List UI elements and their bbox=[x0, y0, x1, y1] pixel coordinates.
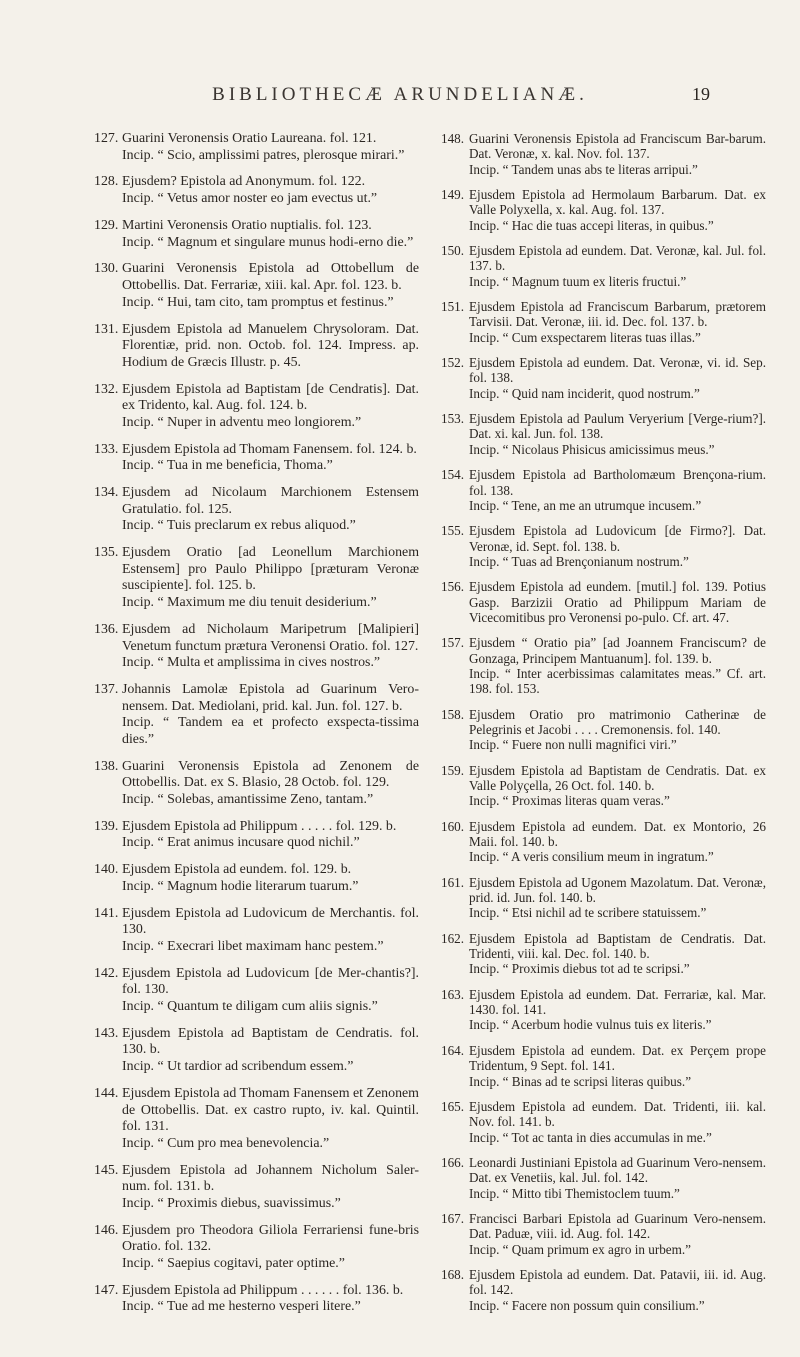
entry-incipit: Incip. “ Quid nam inciderit, quod nostrum.” bbox=[469, 385, 700, 401]
entry-description: Ejusdem Epistola ad Baptistam [de Cendratis]. Dat. ex Tridento, kal. Aug. fol. 124. b. bbox=[122, 381, 419, 414]
entry-number: 130. bbox=[94, 261, 119, 277]
entry-description: Ejusdem Epistola ad Franciscum Barbarum, prætorem Tarvisii. Dat. Veronæ, iii. id. Dec. fol. 137. b. bbox=[469, 299, 766, 330]
entry-description: Guarini Veronensis Epistola ad Franciscum Bar-barum. Dat. Veronæ, x. kal. Nov. fol. 137. bbox=[469, 131, 766, 162]
entry-description: Ejusdem? Epistola ad Anonymum. fol. 122. bbox=[122, 174, 366, 190]
catalog-entry bbox=[441, 243, 766, 289]
entry-number: 143. bbox=[94, 1025, 119, 1041]
entry-description: Ejusdem Epistola ad Paulum Veryerium [Verge-rium?]. Dat. xi. kal. Jun. fol. 138. bbox=[469, 411, 766, 442]
entry-description: Ejusdem “ Oratio pia” [ad Joannem Franciscum? de Gonzaga, Principem Mantuanum]. fol. 139. b. bbox=[469, 635, 766, 666]
catalog-entry bbox=[441, 1267, 766, 1313]
catalog-entry bbox=[94, 966, 419, 1016]
entry-description: Ejusdem Epistola ad eundem. Dat. Ferrariæ, kal. Mar. 1430. fol. 141. bbox=[469, 986, 766, 1018]
catalog-entry bbox=[441, 1099, 766, 1145]
entry-incipit: Incip. “ Vetus amor noster eo jam evectus ut.” bbox=[122, 191, 378, 207]
entry-incipit: Incip. “ Tene, an me an utrumque incusem.” bbox=[469, 497, 702, 513]
catalog-entry bbox=[441, 707, 766, 753]
entry-incipit: Incip. “ Tue ad me hesterno vesperi litere.” bbox=[122, 1299, 361, 1315]
entry-description: Ejusdem Epistola ad eundem. Dat. ex Perçem prope Tridentum, 9 Sept. fol. 141. bbox=[469, 1043, 766, 1074]
entry-number: 157. bbox=[441, 635, 465, 651]
catalog-entry bbox=[441, 1211, 766, 1257]
entry-number: 133. bbox=[94, 441, 119, 457]
entry-description: Ejusdem Epistola ad Thomam Fanensem. fol. 124. b. bbox=[122, 441, 417, 457]
entry-number: 164. bbox=[441, 1043, 465, 1058]
catalog-entry bbox=[94, 442, 419, 475]
entry-description: Ejusdem Epistola ad Johannem Nicholum Saler-num. fol. 131. b. bbox=[122, 1162, 419, 1195]
entry-description: Ejusdem Epistola ad Philippum . . . . . . fol. 136. b. bbox=[122, 1282, 404, 1298]
entry-number: 155. bbox=[441, 523, 465, 539]
catalog-entry bbox=[441, 1155, 766, 1201]
entry-incipit: Incip. “ Tandem unas abs te literas arripui.” bbox=[469, 161, 698, 177]
entry-incipit: Incip. “ Binas ad te scripsi literas quibus.” bbox=[469, 1073, 692, 1089]
entry-incipit: Incip. “ Solebas, amantissime Zeno, tantam.” bbox=[122, 791, 374, 807]
entry-number: 167. bbox=[441, 1211, 465, 1227]
catalog-entry bbox=[441, 187, 766, 233]
entry-description: Ejusdem Epistola ad Ugonem Mazolatum. Dat. Veronæ, prid. id. Jun. fol. 140. b. bbox=[469, 874, 766, 906]
entry-number: 149. bbox=[441, 187, 465, 203]
catalog-entry bbox=[94, 382, 419, 432]
entry-number: 140. bbox=[94, 862, 119, 878]
entry-description: Ejusdem Epistola ad Baptistam de Cendratis. Dat. Tridenti, viii. kal. Dec. fol. 140. b. bbox=[469, 930, 766, 962]
entry-description: Ejusdem Epistola ad Ludovicum de Merchantis. fol. 130. bbox=[122, 905, 419, 938]
entry-incipit: Incip. “ Tandem ea et profecto exspecta-tissima dies.” bbox=[122, 715, 419, 747]
entry-number: 162. bbox=[441, 930, 465, 946]
catalog-entry bbox=[441, 579, 766, 625]
entry-number: 139. bbox=[94, 818, 119, 834]
entry-number: 153. bbox=[441, 411, 465, 427]
catalog-entry bbox=[441, 763, 766, 809]
catalog-entry bbox=[441, 819, 766, 865]
entry-description: Johannis Lamolæ Epistola ad Guarinum Vero-nensem. Dat. Mediolani, prid. kal. Jun. fol. 127. b. bbox=[122, 682, 419, 714]
entry-description: Ejusdem Epistola ad Philippum . . . . . fol. 129. b. bbox=[122, 818, 397, 834]
entry-description: Ejusdem Epistola ad Manuelem Chrysoloram. Dat. Florentiæ, prid. non. Octob. fol. 124. Impress. ap. Hodium de Græcis Illustr. p. 45. bbox=[122, 321, 419, 370]
entry-number: 152. bbox=[441, 355, 465, 371]
entry-number: 136. bbox=[94, 621, 119, 637]
entry-incipit: Incip. “ Maximum me diu tenuit desiderium.” bbox=[122, 595, 377, 611]
entry-incipit: Incip. “ Proximis diebus, suavissimus.” bbox=[122, 1195, 341, 1211]
entry-description: Ejusdem Epistola ad Bartholomæum Brençona-rium. fol. 138. bbox=[469, 467, 766, 498]
entry-description: Ejusdem Epistola ad eundem. Dat. Patavii, iii. id. Aug. fol. 142. bbox=[469, 1267, 766, 1298]
entry-number: 145. bbox=[94, 1162, 119, 1178]
entry-description: Ejusdem Epistola ad eundem. [mutil.] fol. 139. Potius Gasp. Barzizii Oratio ad Philippum Mariam de Vicecomitibus pro Veronensi po-pulo. Cf. art. 47. bbox=[469, 579, 766, 625]
entry-description: Ejusdem Oratio pro matrimonio Catherinæ de Pelegrinis et Jacobi . . . . Cremonensis. fol. 140. bbox=[469, 706, 766, 737]
entry-incipit: Incip. “ Cum exspectarem literas tuas illas.” bbox=[469, 329, 701, 345]
catalog-entry bbox=[94, 819, 419, 852]
entry-incipit: Incip. “ Scio, amplissimi patres, plerosque mirari.” bbox=[122, 147, 405, 163]
entry-description: Ejusdem ad Nicholaum Maripetrum [Malipieri] Venetum functum prætura Veronensi Oratio. fol. 127. bbox=[122, 621, 419, 654]
catalog-entry bbox=[441, 987, 766, 1033]
entry-description: Ejusdem Epistola ad Ludovicum [de Firmo?]. Dat. Veronæ, id. Sept. fol. 138. b. bbox=[469, 523, 766, 554]
catalog-entry bbox=[94, 906, 419, 956]
catalog-entry bbox=[94, 1086, 419, 1152]
entry-description: Ejusdem Epistola ad Baptistam de Cendratis. fol. 130. b. bbox=[122, 1025, 419, 1058]
catalog-entry bbox=[94, 174, 419, 207]
entry-incipit: Incip. “ Magnum et singulare munus hodi-erno die.” bbox=[122, 234, 414, 250]
entry-description: Ejusdem Epistola ad Ludovicum [de Mer-chantis?]. fol. 130. bbox=[122, 965, 419, 998]
catalog-entry bbox=[441, 299, 766, 345]
catalog-entry bbox=[441, 467, 766, 513]
entry-description: Leonardi Justiniani Epistola ad Guarinum Vero-nensem. Dat. ex Venetiis, kal. Jul. fol. 142. bbox=[469, 1155, 766, 1186]
entry-incipit: Incip. “ Magnum hodie literarum tuarum.” bbox=[122, 878, 359, 894]
entry-incipit: Incip. “ Ut tardior ad scribendum essem.” bbox=[122, 1059, 354, 1075]
entry-incipit: Incip. “ Facere non possum quin consilium.” bbox=[469, 1297, 705, 1313]
entry-number: 127. bbox=[94, 131, 119, 146]
entry-incipit: Incip. “ Etsi nichil ad te scribere statuissem.” bbox=[469, 905, 707, 921]
entry-description: Guarini Veronensis Epistola ad Zenonem de Ottobellis. Dat. ex S. Blasio, 28 Octob. fol. 129. bbox=[122, 758, 419, 791]
entry-incipit: Incip. “ Hac die tuas accepi literas, in quibus.” bbox=[469, 217, 714, 233]
entry-number: 151. bbox=[441, 299, 465, 315]
page-header bbox=[0, 84, 800, 110]
catalog-entry bbox=[441, 875, 766, 921]
entry-incipit: Incip. “ Magnum tuum ex literis fructui.” bbox=[469, 273, 687, 289]
catalog-entry bbox=[441, 635, 766, 696]
catalog-entry bbox=[94, 759, 419, 809]
catalog-entry bbox=[94, 485, 419, 535]
entry-incipit: Incip. “ Saepius cogitavi, pater optime.” bbox=[122, 1255, 345, 1271]
entry-description: Ejusdem Epistola ad Hermolaum Barbarum. Dat. ex Valle Polyxella, x. kal. Aug. fol. 137. bbox=[469, 187, 766, 218]
entry-incipit: Incip. “ Nicolaus Phisicus amicissimus meus.” bbox=[469, 441, 715, 457]
entry-description: Ejusdem Epistola ad Thomam Fanensem et Zenonem de Ottobellis. Dat. ex castro rupto, iv. kal. Quintil. fol. 131. bbox=[122, 1085, 419, 1135]
entry-incipit: Incip. “ Acerbum hodie vulnus tuis ex literis.” bbox=[469, 1017, 712, 1033]
catalog-entry bbox=[94, 322, 419, 372]
entry-description: Guarini Veronensis Epistola ad Ottobellum de Ottobellis. Dat. Ferrariæ, xiii. kal. Apr. fol. 123. b. bbox=[122, 261, 419, 294]
entry-description: Francisci Barbari Epistola ad Guarinum Vero-nensem. Dat. Paduæ, viii. id. Aug. fol. 142. bbox=[469, 1211, 766, 1242]
entry-number: 147. bbox=[94, 1282, 119, 1298]
entry-number: 146. bbox=[94, 1222, 119, 1238]
catalog-entry bbox=[441, 523, 766, 569]
running-title: BIBLIOTHECÆ ARUNDELIANÆ. bbox=[212, 84, 588, 105]
entry-description: Ejusdem ad Nicolaum Marchionem Estensem Gratulatio. fol. 125. bbox=[122, 485, 419, 517]
entry-incipit: Incip. “ Quantum te diligam cum aliis signis.” bbox=[122, 998, 378, 1014]
entry-incipit: Incip. “ Tuis preclarum ex rebus aliquod.” bbox=[122, 518, 356, 534]
entry-number: 144. bbox=[94, 1085, 119, 1101]
entry-number: 159. bbox=[441, 762, 465, 778]
catalog-entry bbox=[441, 355, 766, 401]
entry-number: 131. bbox=[94, 321, 119, 337]
entry-description: Martini Veronensis Oratio nuptialis. fol. 123. bbox=[122, 217, 372, 233]
entry-incipit: Incip. “ Proximas literas quam veras.” bbox=[469, 793, 670, 809]
entry-description: Ejusdem Epistola ad eundem. Dat. ex Montorio, 26 Maii. fol. 140. b. bbox=[469, 818, 766, 850]
catalog-entry bbox=[441, 131, 766, 177]
catalog-entry bbox=[94, 131, 419, 164]
entry-incipit: Incip. “ A veris consilium meum in ingratum.” bbox=[469, 849, 714, 865]
entry-number: 141. bbox=[94, 905, 119, 921]
entry-number: 148. bbox=[441, 131, 465, 146]
entry-number: 168. bbox=[441, 1267, 465, 1283]
entry-number: 134. bbox=[94, 485, 119, 501]
entry-number: 132. bbox=[94, 381, 119, 397]
entry-incipit: Incip. “ Fuere non nulli magnifici viri.” bbox=[469, 737, 677, 753]
entry-number: 142. bbox=[94, 965, 119, 981]
entry-incipit: Incip. “ Nuper in adventu meo longiorem.” bbox=[122, 414, 362, 430]
catalog-entry bbox=[441, 1043, 766, 1089]
entry-number: 137. bbox=[94, 682, 119, 697]
entry-number: 150. bbox=[441, 243, 465, 259]
entry-incipit: Incip. “ Hui, tam cito, tam promptus et festinus.” bbox=[122, 294, 394, 310]
entry-description: Ejusdem Epistola ad eundem. fol. 129. b. bbox=[122, 862, 352, 878]
entry-description: Guarini Veronensis Oratio Laureana. fol. 121. bbox=[122, 131, 377, 146]
entry-description: Ejusdem pro Theodora Giliola Ferrariensi fune-bris Oratio. fol. 132. bbox=[122, 1222, 419, 1255]
entry-incipit: Incip. “ Proximis diebus tot ad te scripsi.” bbox=[469, 961, 690, 977]
entry-number: 138. bbox=[94, 758, 119, 774]
entry-incipit: Incip. “ Inter acerbissimas calamitates meas.” Cf. art. 198. fol. 153. bbox=[469, 665, 766, 697]
entry-description: Ejusdem Epistola ad eundem. Dat. Tridenti, iii. kal. Nov. fol. 141. b. bbox=[469, 1099, 766, 1130]
catalog-entry bbox=[94, 1223, 419, 1273]
entry-number: 165. bbox=[441, 1099, 465, 1115]
entry-incipit: Incip. “ Multa et amplissima in cives nostros.” bbox=[122, 655, 381, 671]
entry-incipit: Incip. “ Quam primum ex agro in urbem.” bbox=[469, 1241, 692, 1257]
entry-number: 129. bbox=[94, 217, 119, 233]
entry-number: 158. bbox=[441, 706, 465, 722]
catalog-entry bbox=[94, 1163, 419, 1213]
entry-number: 135. bbox=[94, 545, 119, 561]
entry-description: Ejusdem Epistola ad eundem. Dat. Veronæ, vi. id. Sep. fol. 138. bbox=[469, 355, 766, 386]
entry-incipit: Incip. “ Mitto tibi Themistoclem tuum.” bbox=[469, 1185, 680, 1201]
catalog-entry bbox=[94, 545, 419, 611]
catalog-entry bbox=[94, 682, 419, 748]
catalog-entry bbox=[94, 1283, 419, 1316]
entry-description: Ejusdem Oratio [ad Leonellum Marchionem Estensem] pro Paulo Philippo [præturam Veronæ suscipiente]. fol. 125. b. bbox=[122, 545, 419, 594]
catalog-entry bbox=[94, 862, 419, 895]
catalog-entry bbox=[94, 622, 419, 672]
catalog-entry bbox=[94, 261, 419, 311]
catalog-entry bbox=[94, 1026, 419, 1076]
entry-incipit: Incip. “ Tot ac tanta in dies accumulas in me.” bbox=[469, 1129, 712, 1145]
catalog-entry bbox=[441, 411, 766, 457]
entry-number: 154. bbox=[441, 467, 465, 483]
left-column bbox=[94, 131, 419, 1326]
entry-number: 128. bbox=[94, 174, 119, 190]
entry-incipit: Incip. “ Tua in me beneficia, Thoma.” bbox=[122, 458, 333, 474]
entry-incipit: Incip. “ Tuas ad Brençonianum nostrum.” bbox=[469, 553, 689, 569]
entry-incipit: Incip. “ Execrari libet maximam hanc pestem.” bbox=[122, 938, 384, 954]
entry-number: 166. bbox=[441, 1155, 465, 1171]
entry-description: Ejusdem Epistola ad eundem. Dat. Veronæ, kal. Jul. fol. 137. b. bbox=[469, 243, 766, 274]
entry-number: 161. bbox=[441, 874, 465, 890]
entry-number: 163. bbox=[441, 986, 465, 1002]
catalog-entry bbox=[94, 218, 419, 251]
catalog-entry bbox=[441, 931, 766, 977]
entry-incipit: Incip. “ Cum pro mea benevolencia.” bbox=[122, 1135, 330, 1151]
page-number: 19 bbox=[692, 84, 710, 104]
entry-incipit: Incip. “ Erat animus incusare quod nichil.” bbox=[122, 835, 360, 851]
entry-description: Ejusdem Epistola ad Baptistam de Cendratis. Dat. ex Valle Polyçella, 26 Oct. fol. 140. b. bbox=[469, 762, 766, 794]
right-column bbox=[441, 131, 766, 1323]
entry-number: 160. bbox=[441, 818, 465, 834]
entry-number: 156. bbox=[441, 579, 465, 595]
